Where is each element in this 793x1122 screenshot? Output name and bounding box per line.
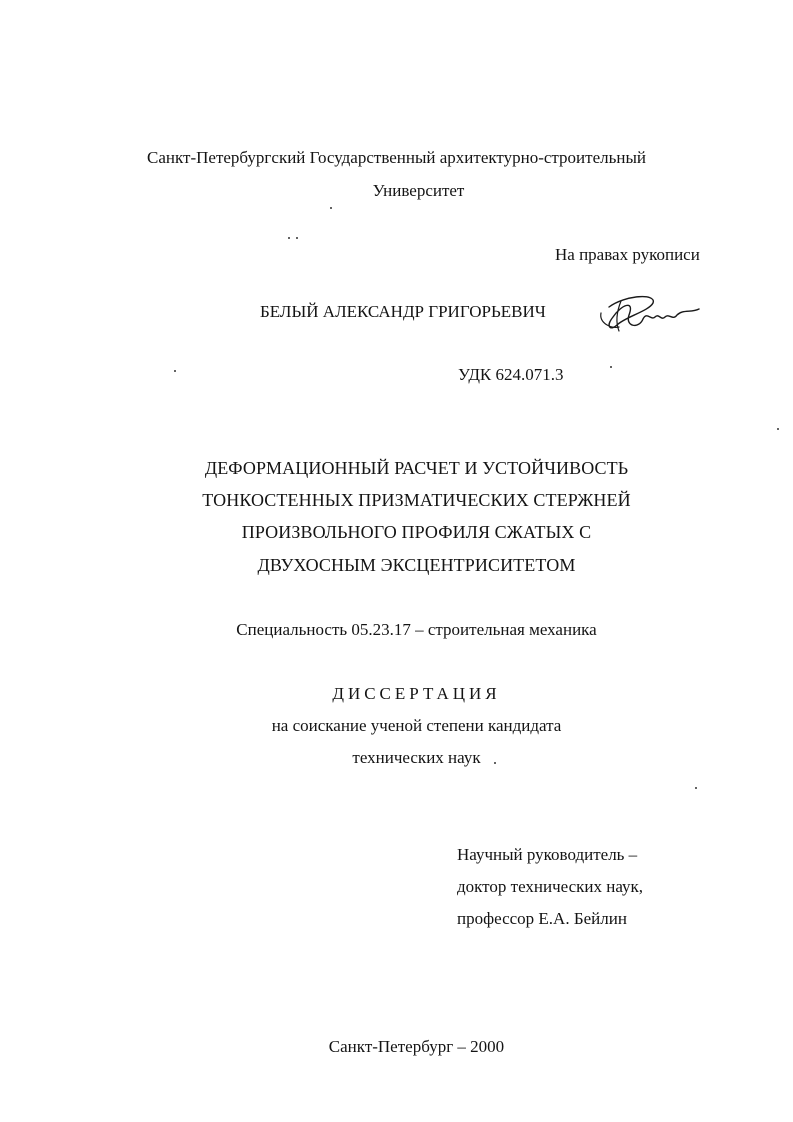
author-signature [595, 287, 707, 339]
supervisor-line-1: Научный руководитель – [457, 845, 638, 864]
university-name-line-2: Университет [372, 181, 465, 200]
thesis-title-line-1: ДЕФОРМАЦИОННЫЙ РАСЧЕТ И УСТОЙЧИВОСТЬ [204, 458, 629, 478]
dissertation-heading: ДИССЕРТАЦИЯ [332, 684, 501, 703]
scan-speck [288, 237, 290, 239]
scan-speck [777, 428, 779, 430]
scan-speck [494, 762, 496, 764]
scan-speck [610, 366, 612, 368]
supervisor-line-2: доктор технических наук, [457, 877, 644, 896]
university-name-line-1: Санкт-Петербургский Государственный архитектурно-строительный [147, 148, 646, 167]
scan-speck [296, 237, 298, 239]
thesis-title-line-3: ПРОИЗВОЛЬНОГО ПРОФИЛЯ СЖАТЫХ С [241, 522, 592, 542]
degree-line-2: технических наук [352, 748, 481, 767]
degree-line-1: на соискание ученой степени кандидата [271, 716, 562, 735]
thesis-title-line-2: ТОНКОСТЕННЫХ ПРИЗМАТИЧЕСКИХ СТЕРЖНЕЙ [202, 490, 631, 510]
city-year-footer: Санкт-Петербург – 2000 [328, 1037, 505, 1056]
scan-speck [330, 207, 332, 209]
manuscript-rights-note: На правах рукописи [555, 245, 700, 264]
udc-code: УДК 624.071.3 [458, 365, 564, 384]
scan-speck [695, 787, 697, 789]
scan-speck [174, 370, 176, 372]
specialty-line: Специальность 05.23.17 – строительная механика [236, 620, 597, 639]
thesis-title-line-4: ДВУХОСНЫМ ЭКСЦЕНТРИСИТЕТОМ [257, 555, 576, 575]
author-name: БЕЛЫЙ АЛЕКСАНДР ГРИГОРЬЕВИЧ [260, 302, 546, 321]
supervisor-line-3: профессор Е.А. Бейлин [457, 909, 627, 928]
